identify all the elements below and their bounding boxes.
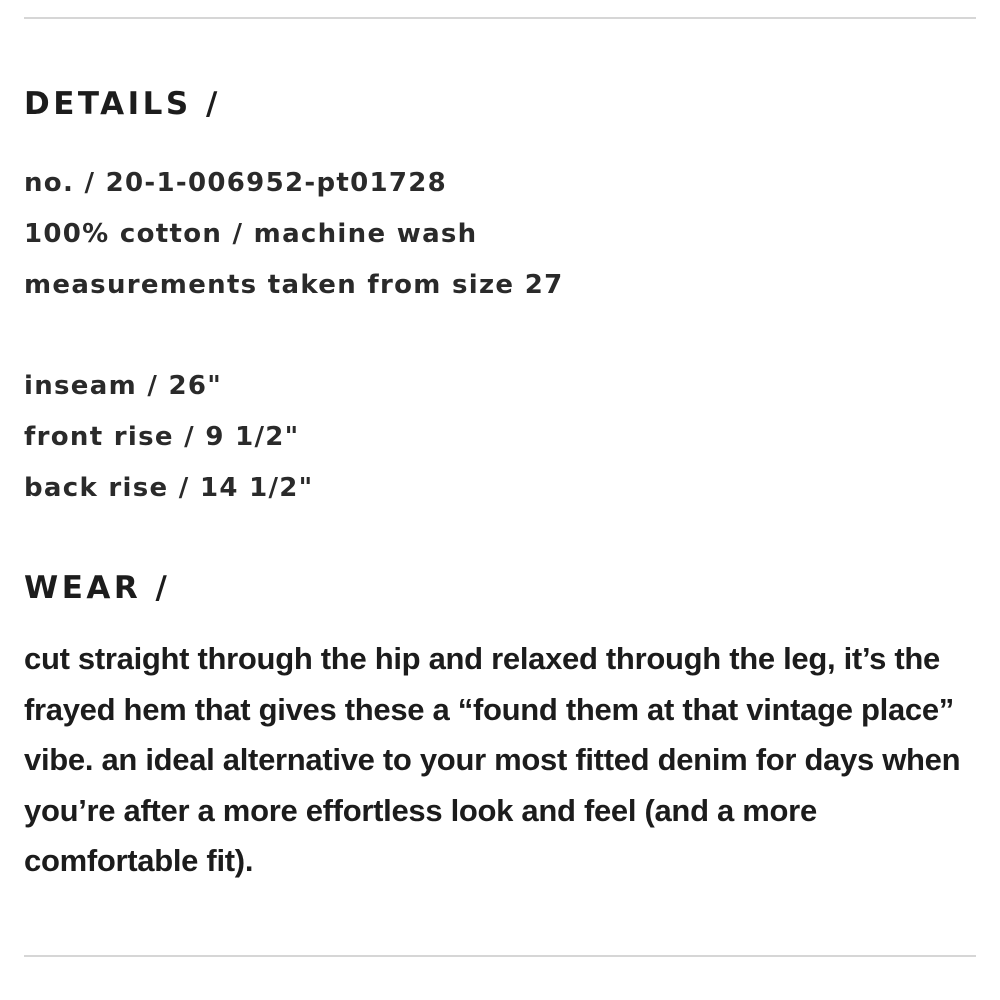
measurement-back-rise: back rise / 14 1/2" bbox=[24, 473, 314, 503]
details-info-list bbox=[24, 158, 564, 311]
measurements-list bbox=[24, 361, 314, 514]
wear-heading: WEAR / bbox=[24, 570, 171, 606]
product-number: no. / 20-1-006952-pt01728 bbox=[24, 168, 448, 198]
measurement-note: measurements taken from size 27 bbox=[24, 270, 564, 300]
wear-description: cut straight through the hip and relaxed through the leg, it’s the frayed hem that gives these a “found them at that vintage place” vibe. an ideal alternative to your most fitted denim for days when you’re after a more effortless look and feel (and a more comfortable fit). bbox=[24, 641, 961, 878]
measurement-front-rise: front rise / 9 1/2" bbox=[24, 422, 300, 452]
bottom-divider bbox=[24, 955, 976, 957]
material-care: 100% cotton / machine wash bbox=[24, 219, 478, 249]
measurement-inseam: inseam / 26" bbox=[24, 371, 223, 401]
top-divider bbox=[24, 17, 976, 19]
details-heading: DETAILS / bbox=[24, 86, 221, 122]
